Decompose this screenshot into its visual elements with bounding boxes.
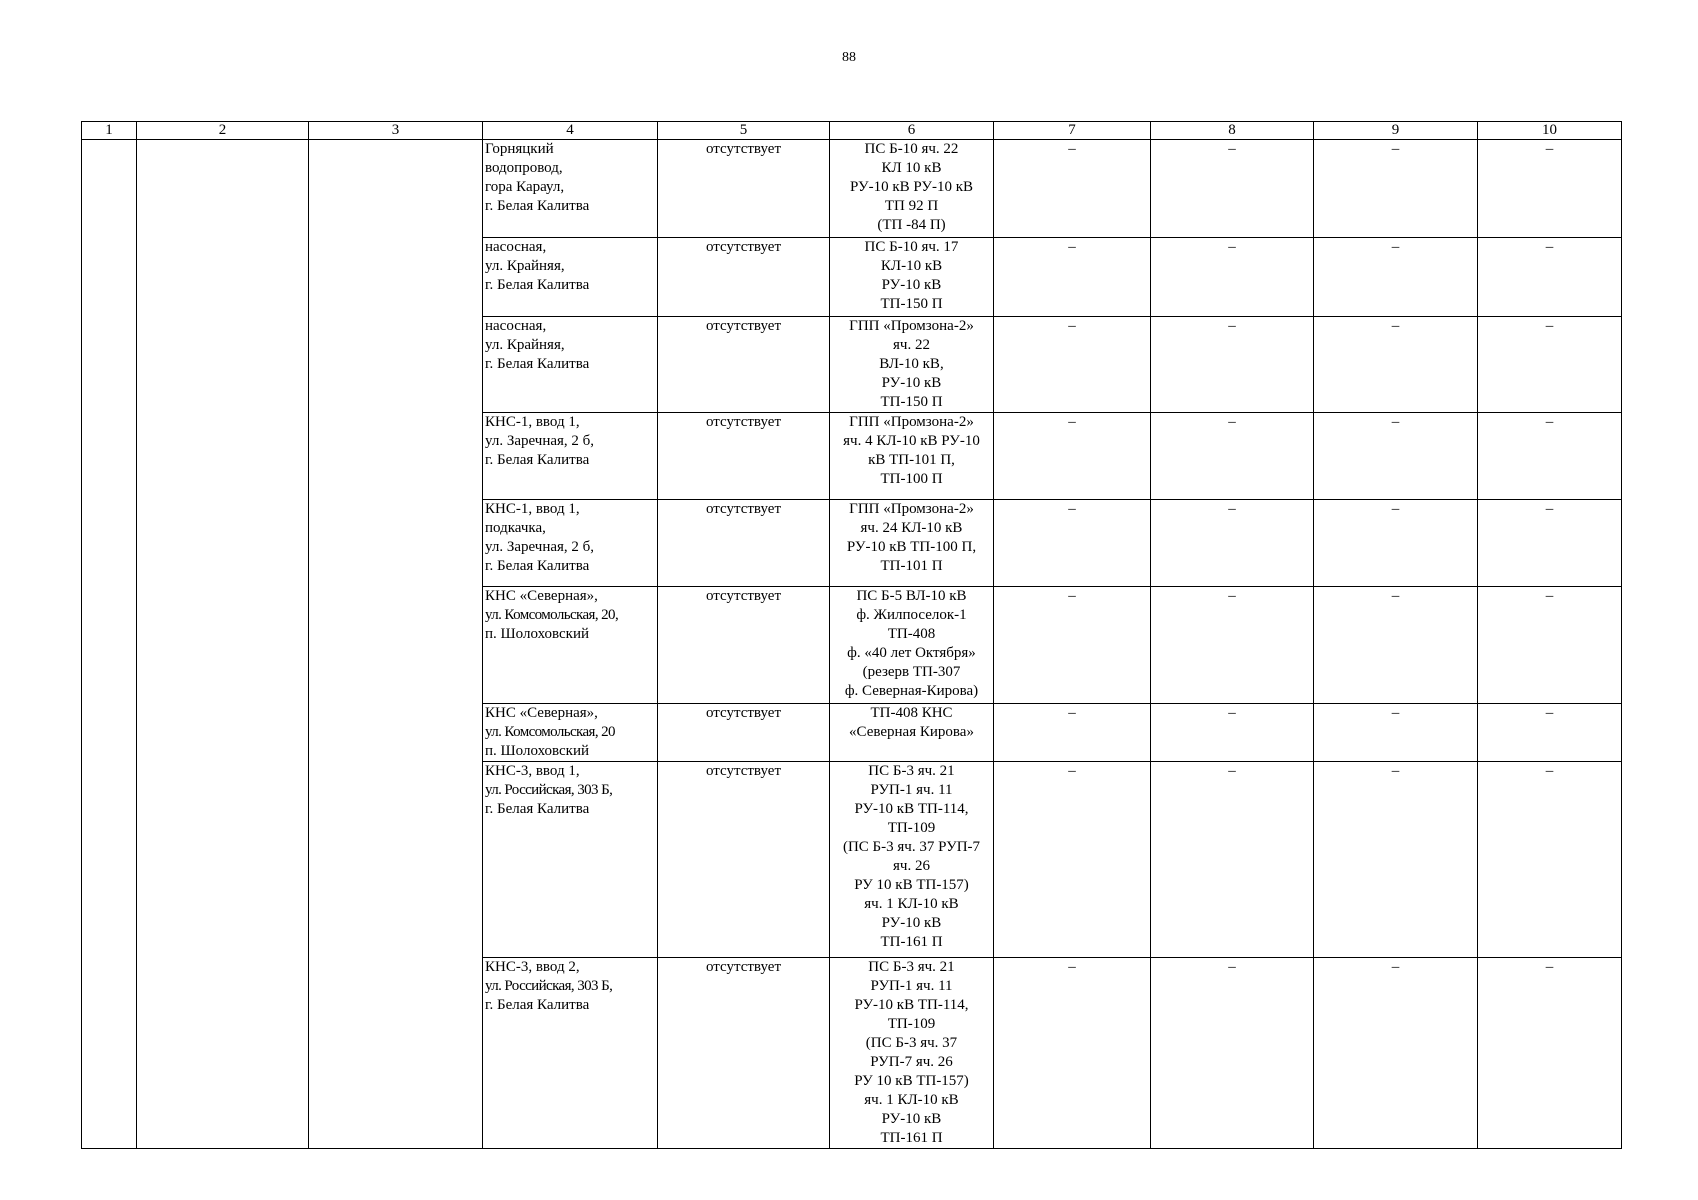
dash-cell-7: – [994,140,1151,238]
dash-cell-10: – [1478,587,1622,704]
dash-cell-7: – [994,317,1151,413]
source-line: (ПС Б-3 яч. 37 РУП-7 [842,839,981,855]
source-line: ТП-150 П [880,394,943,410]
object-line: г. Белая Калитва [485,356,590,372]
source-line: РУП-7 яч. 26 [870,1054,953,1070]
dash-cell-10: – [1478,762,1622,958]
dash-cell-7: – [994,587,1151,704]
object-line: насосная, [485,318,547,334]
source-line: яч. 1 КЛ-10 кВ [864,896,959,912]
source-line: яч. 26 [893,858,930,874]
column-header-10: 10 [1478,122,1622,140]
status-cell: отсутствует [658,587,830,704]
source-line: РУ-10 кВ ТП-114, [854,801,969,817]
source-line: РУ-10 кВ [881,1111,942,1127]
dash-cell-9: – [1314,704,1478,762]
cell-col-1 [82,140,137,1149]
object-line: п. Шолоховский [485,626,589,642]
source-line: РУ-10 кВ [881,915,942,931]
object-line: КНС-1, ввод 1, [485,501,580,517]
dash-cell-8: – [1151,587,1314,704]
object-line: ул. Российская, 303 Б, [485,978,613,994]
column-header-3: 3 [309,122,483,140]
table-row [82,140,1622,238]
object-line: г. Белая Калитва [485,452,590,468]
dash-cell-8: – [1151,140,1314,238]
source-line: ф. Жилпоселок-1 [856,607,967,623]
object-line: ул. Российская, 303 Б, [485,782,613,798]
object-line: г. Белая Калитва [485,558,590,574]
data-table [81,121,1622,1149]
object-line: Горняцкий [485,141,554,157]
source-line: ПС Б-10 яч. 17 [864,239,959,255]
dash-cell-8: – [1151,413,1314,500]
dash-cell-10: – [1478,704,1622,762]
object-cell [483,762,658,958]
source-line: (ПС Б-3 яч. 37 [865,1035,958,1051]
status-cell: отсутствует [658,238,830,317]
object-line: водопровод, [485,160,563,176]
object-line: ул. Заречная, 2 б, [485,539,595,555]
source-line: РУП-1 яч. 11 [870,782,953,798]
object-line: г. Белая Калитва [485,198,590,214]
object-cell [483,500,658,587]
source-line: КЛ-10 кВ [880,258,943,274]
column-header-1: 1 [82,122,137,140]
source-line: РУ-10 кВ ТП-114, [854,997,969,1013]
source-cell [830,500,994,587]
object-line: ул. Крайняя, [485,337,565,353]
source-line: ТП-161 П [880,934,943,950]
object-line: КНС-3, ввод 2, [485,959,580,975]
object-line: КНС «Северная», [485,588,598,604]
source-line: ПС Б-3 яч. 21 [868,959,955,975]
source-line: ПС Б-5 ВЛ-10 кВ [856,588,967,604]
status-cell: отсутствует [658,140,830,238]
source-line: яч. 24 КЛ-10 кВ [860,520,963,536]
dash-cell-10: – [1478,238,1622,317]
object-line: г. Белая Калитва [485,277,590,293]
source-line: ТП-100 П [880,471,943,487]
cell-col-2 [137,140,309,1149]
dash-cell-9: – [1314,140,1478,238]
object-line: подкачка, [485,520,546,536]
source-line: РУ-10 кВ ТП-100 П, [846,539,977,555]
dash-cell-8: – [1151,500,1314,587]
object-cell [483,317,658,413]
dash-cell-9: – [1314,958,1478,1149]
status-cell: отсутствует [658,413,830,500]
cell-col-3 [309,140,483,1149]
status-cell: отсутствует [658,762,830,958]
object-cell [483,958,658,1149]
source-line: «Северная Кирова» [849,724,974,740]
object-line: г. Белая Калитва [485,801,590,817]
source-line: РУ 10 кВ ТП-157) [854,1073,969,1089]
column-header-7: 7 [994,122,1151,140]
column-header-6: 6 [830,122,994,140]
source-line: ГПП «Промзона-2» [849,318,974,334]
table-body [82,140,1622,1149]
dash-cell-7: – [994,958,1151,1149]
dash-cell-10: – [1478,140,1622,238]
page-number: 88 [842,50,856,65]
source-line: РУ-10 кВ [881,277,942,293]
dash-cell-10: – [1478,413,1622,500]
source-line: ГПП «Промзона-2» [849,414,974,430]
source-line: яч. 22 [893,337,930,353]
dash-cell-7: – [994,413,1151,500]
column-header-8: 8 [1151,122,1314,140]
source-line: ТП-408 [887,626,936,642]
source-cell [830,238,994,317]
source-line: ТП-101 П [880,558,943,574]
source-cell [830,317,994,413]
object-cell [483,587,658,704]
object-cell [483,238,658,317]
dash-cell-10: – [1478,500,1622,587]
source-line: РУ-10 кВ РУ-10 кВ [849,179,973,195]
column-header-5: 5 [658,122,830,140]
dash-cell-9: – [1314,762,1478,958]
source-line: ТП 92 П [884,198,939,214]
object-line: ул. Комсомольская, 20 [485,724,615,740]
source-line: яч. 1 КЛ-10 кВ [864,1092,959,1108]
dash-cell-10: – [1478,317,1622,413]
source-line: ТП-109 [887,820,936,836]
source-cell [830,762,994,958]
object-line: ул. Крайняя, [485,258,565,274]
status-cell: отсутствует [658,704,830,762]
dash-cell-9: – [1314,500,1478,587]
dash-cell-8: – [1151,238,1314,317]
object-line: насосная, [485,239,547,255]
object-line: п. Шолоховский [485,743,589,759]
source-line: ГПП «Промзона-2» [849,501,974,517]
source-cell [830,704,994,762]
object-cell [483,140,658,238]
source-line: ПС Б-3 яч. 21 [868,763,955,779]
object-line: КНС-1, ввод 1, [485,414,580,430]
source-line: ТП-150 П [880,296,943,312]
dash-cell-9: – [1314,587,1478,704]
source-line: ТП-109 [887,1016,936,1032]
column-header-9: 9 [1314,122,1478,140]
object-line: ул. Заречная, 2 б, [485,433,595,449]
object-line: гора Караул, [485,179,565,195]
dash-cell-8: – [1151,958,1314,1149]
source-cell [830,958,994,1149]
source-line: ТП-161 П [880,1130,943,1146]
dash-cell-7: – [994,500,1151,587]
object-line: КНС-3, ввод 1, [485,763,580,779]
dash-cell-9: – [1314,317,1478,413]
source-line: РУП-1 яч. 11 [870,978,953,994]
status-cell: отсутствует [658,317,830,413]
source-line: кВ ТП-101 П, [868,452,955,468]
dash-cell-10: – [1478,958,1622,1149]
column-header-2: 2 [137,122,309,140]
dash-cell-8: – [1151,317,1314,413]
source-line: яч. 4 КЛ-10 кВ РУ-10 [843,433,980,449]
source-line: РУ 10 кВ ТП-157) [854,877,969,893]
source-line: КЛ 10 кВ [881,160,942,176]
source-line: ТП-408 КНС [870,705,953,721]
source-line: (резерв ТП-307 [862,664,961,680]
dash-cell-9: – [1314,413,1478,500]
source-cell [830,587,994,704]
source-line: (ТП -84 П) [877,217,946,233]
source-cell [830,140,994,238]
source-line: РУ-10 кВ [881,375,942,391]
object-line: г. Белая Калитва [485,997,590,1013]
dash-cell-9: – [1314,238,1478,317]
status-cell: отсутствует [658,958,830,1149]
source-line: ф. Северная-Кирова) [844,683,979,699]
object-cell [483,704,658,762]
object-cell [483,413,658,500]
object-line: ул. Комсомольская, 20, [485,607,619,623]
source-line: ВЛ-10 кВ, [879,356,944,372]
object-line: КНС «Северная», [485,705,598,721]
source-cell [830,413,994,500]
dash-cell-8: – [1151,762,1314,958]
dash-cell-7: – [994,704,1151,762]
dash-cell-7: – [994,238,1151,317]
dash-cell-7: – [994,762,1151,958]
source-line: ф. «40 лет Октября» [847,645,976,661]
column-header-4: 4 [483,122,658,140]
status-cell: отсутствует [658,500,830,587]
dash-cell-8: – [1151,704,1314,762]
header-row [82,122,1622,140]
source-line: ПС Б-10 яч. 22 [864,141,959,157]
